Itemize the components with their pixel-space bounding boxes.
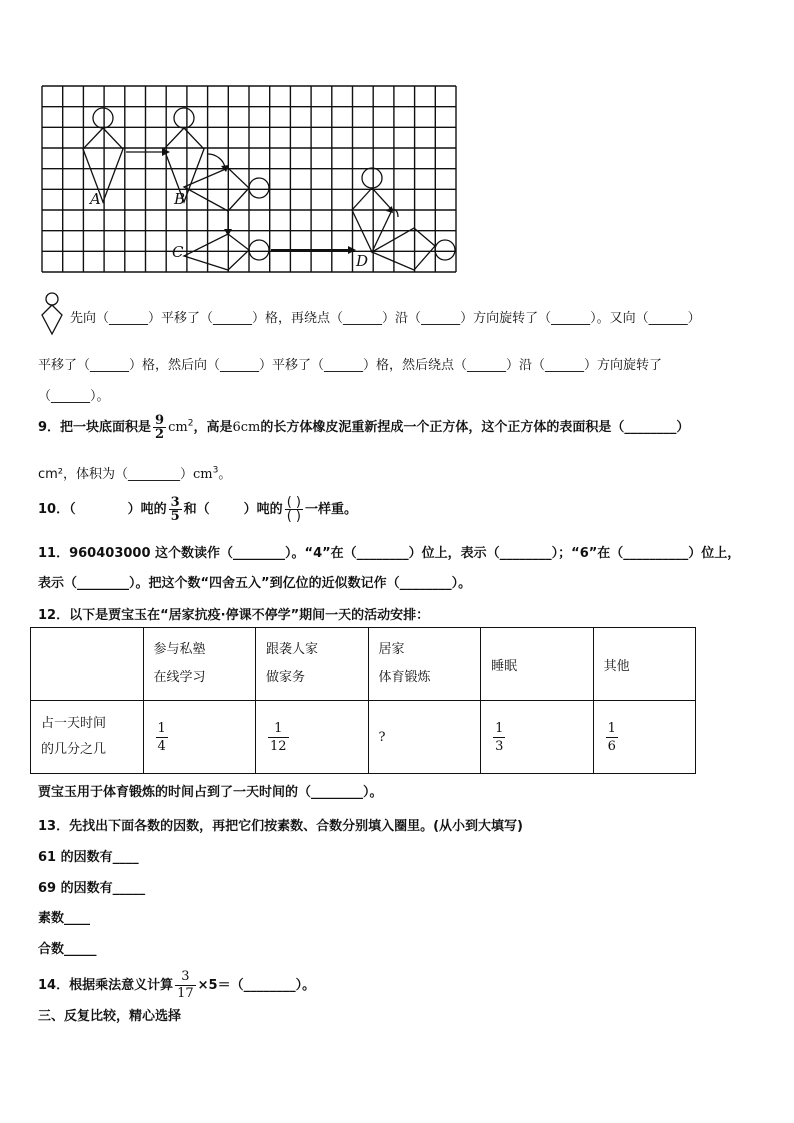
q9-text: 9．把一块底面积是 (38, 420, 152, 435)
shape-c-head (249, 240, 269, 260)
q9-sup: 3 (212, 465, 219, 476)
table-header-cell (256, 628, 369, 701)
kite-shape-icon (40, 291, 66, 337)
label-b: B (174, 190, 186, 208)
header-line: 做家务 (266, 670, 306, 685)
fraction-3-17 (175, 969, 196, 1002)
fraction-numerator: 1 (495, 720, 504, 736)
fraction-numerator: 9 (155, 413, 165, 428)
fraction-value (268, 720, 289, 755)
q12-question: 贾宝玉用于体育锻炼的时间占到了一天时间的（________）。 (38, 785, 383, 800)
transformation-grid-figure (38, 82, 458, 276)
q13-line3: 素数____ (38, 911, 91, 926)
shape-d-rotated-body (372, 228, 435, 270)
row-label-cell (31, 701, 144, 774)
fraction-denominator: 3 (495, 738, 504, 754)
label-d: D (356, 252, 369, 270)
header-line: 其他 (603, 658, 630, 674)
q8-text: ）格，再绕点（ (252, 311, 344, 326)
fraction-value (156, 720, 168, 755)
section-three-heading: 三、反复比较，精心选择 (38, 1009, 182, 1024)
q8-text: 先向（ (70, 311, 110, 326)
table-header-cell (368, 628, 481, 701)
q14-line (38, 969, 315, 1002)
header-line: 居家 (378, 642, 405, 657)
q9-text: 的长方体橡皮泥重新捏成一个正方体，这个正方体的表面积是（________） (260, 420, 690, 435)
fraction-denominator: ( ) (286, 509, 301, 524)
q9-text: 。 (218, 467, 232, 482)
q9-line2 (38, 463, 231, 482)
shape-d-rotated-head (435, 240, 455, 260)
q14-text: ×5＝（________）。 (197, 978, 316, 993)
q8-text: ）方向旋转了（ (460, 311, 552, 326)
fraction-numerator: 1 (268, 720, 289, 738)
fraction-numerator: 1 (157, 720, 166, 736)
fraction-denominator: 2 (155, 427, 165, 442)
q13-line4: 合数_____ (38, 942, 97, 957)
fraction-numerator: 3 (175, 969, 196, 986)
shape-b-head (174, 108, 194, 128)
table-cell (256, 701, 369, 774)
q8-text: ）平移了（ (148, 311, 214, 326)
fraction-9-2 (153, 414, 166, 441)
table-row (31, 701, 696, 774)
q12-title: 12．以下是贾宝玉在“居家抗疫·停课不停学”期间一天的活动安排： (38, 608, 430, 623)
q8-text: ）。又向（ (590, 311, 649, 326)
activity-table (30, 627, 696, 774)
q13-title: 13．先找出下面各数的因数，再把它们按素数、合数分别填入圈里。(从小到大填写) (38, 819, 523, 834)
row-label-line: 的几分之几 (41, 742, 107, 757)
shape-b-rotated-head (249, 178, 269, 198)
blank-fraction (285, 496, 303, 523)
q10-text: 10．（ (38, 502, 76, 517)
header-line: 睡眠 (491, 658, 518, 674)
q9-unit: cm (168, 420, 188, 435)
q11-line1: 11．960403000 这个数读作（________）。“4”在（________）位上，表示（________）；“6”在（__________）位上， (38, 546, 741, 561)
q10-text: 一样重。 (304, 502, 357, 517)
header-line: 参与私塾 (153, 642, 206, 657)
q8-text: ） (687, 311, 701, 326)
table-header-cell (143, 628, 256, 701)
header-line: 在线学习 (153, 670, 206, 685)
q10-text: ）吨的 (127, 502, 167, 517)
fraction-value (493, 720, 505, 755)
q11-line2: 表示（________）。把这个数“四舍五入”到亿位的近似数记作（________）。 (38, 576, 472, 591)
q9-sup: 2 (187, 418, 194, 429)
shape-a-head (93, 108, 113, 128)
shape-a-body (83, 128, 123, 202)
fraction-denominator: 12 (270, 738, 287, 754)
header-line: 跟袭人家 (266, 642, 319, 657)
q9-text: ，高是 (193, 420, 233, 435)
fraction-3-5 (169, 496, 182, 523)
table-header-row (31, 628, 696, 701)
fraction-denominator: 5 (170, 509, 180, 524)
table-cell (593, 701, 695, 774)
q13-line1: 61 的因数有____ (38, 850, 139, 865)
unknown-value: ? (378, 729, 386, 745)
shape-d-body (352, 188, 392, 252)
table-cell (368, 701, 481, 774)
header-line: 体育锻炼 (378, 670, 431, 685)
table-header-cell (593, 628, 695, 701)
fraction-denominator: 4 (157, 738, 166, 754)
table-cell (143, 701, 256, 774)
q9-text: cm²，体积为（________） (38, 467, 194, 482)
q10-text: ）吨的 (243, 502, 283, 517)
label-c: C (172, 243, 184, 261)
q8-line3: （______）。 (38, 389, 110, 404)
fraction-denominator: 17 (177, 986, 194, 1001)
q8-text: ）沿（ (382, 311, 422, 326)
row-label-line: 占一天时间 (41, 716, 107, 731)
q14-text: 14．根据乘法意义计算 (38, 978, 174, 993)
q9-line1 (38, 414, 689, 441)
q10-text: 和（ (183, 502, 210, 517)
fraction-numerator: 3 (170, 495, 180, 510)
fraction-value (606, 720, 618, 755)
fraction-numerator: ( ) (286, 495, 301, 510)
table-header-cell (31, 628, 144, 701)
q8-line2: 平移了（______）格，然后向（______）平移了（______）格，然后绕点（______）沿（______）方向旋转了 (38, 358, 663, 373)
fraction-numerator: 1 (607, 720, 616, 736)
table-header-cell (481, 628, 594, 701)
shape-d-head (362, 168, 382, 188)
table-cell (481, 701, 594, 774)
q9-unit: cm (193, 467, 213, 482)
fraction-denominator: 6 (607, 738, 616, 754)
q10-line (38, 496, 357, 523)
q8-line1: 先向（______）平移了（______）格，再绕点（______）沿（______）方向旋转了（______）。又向（______） (70, 311, 701, 326)
label-a: A (90, 190, 101, 208)
q9-height: 6cm (232, 420, 261, 435)
q13-line2: 69 的因数有_____ (38, 881, 146, 896)
